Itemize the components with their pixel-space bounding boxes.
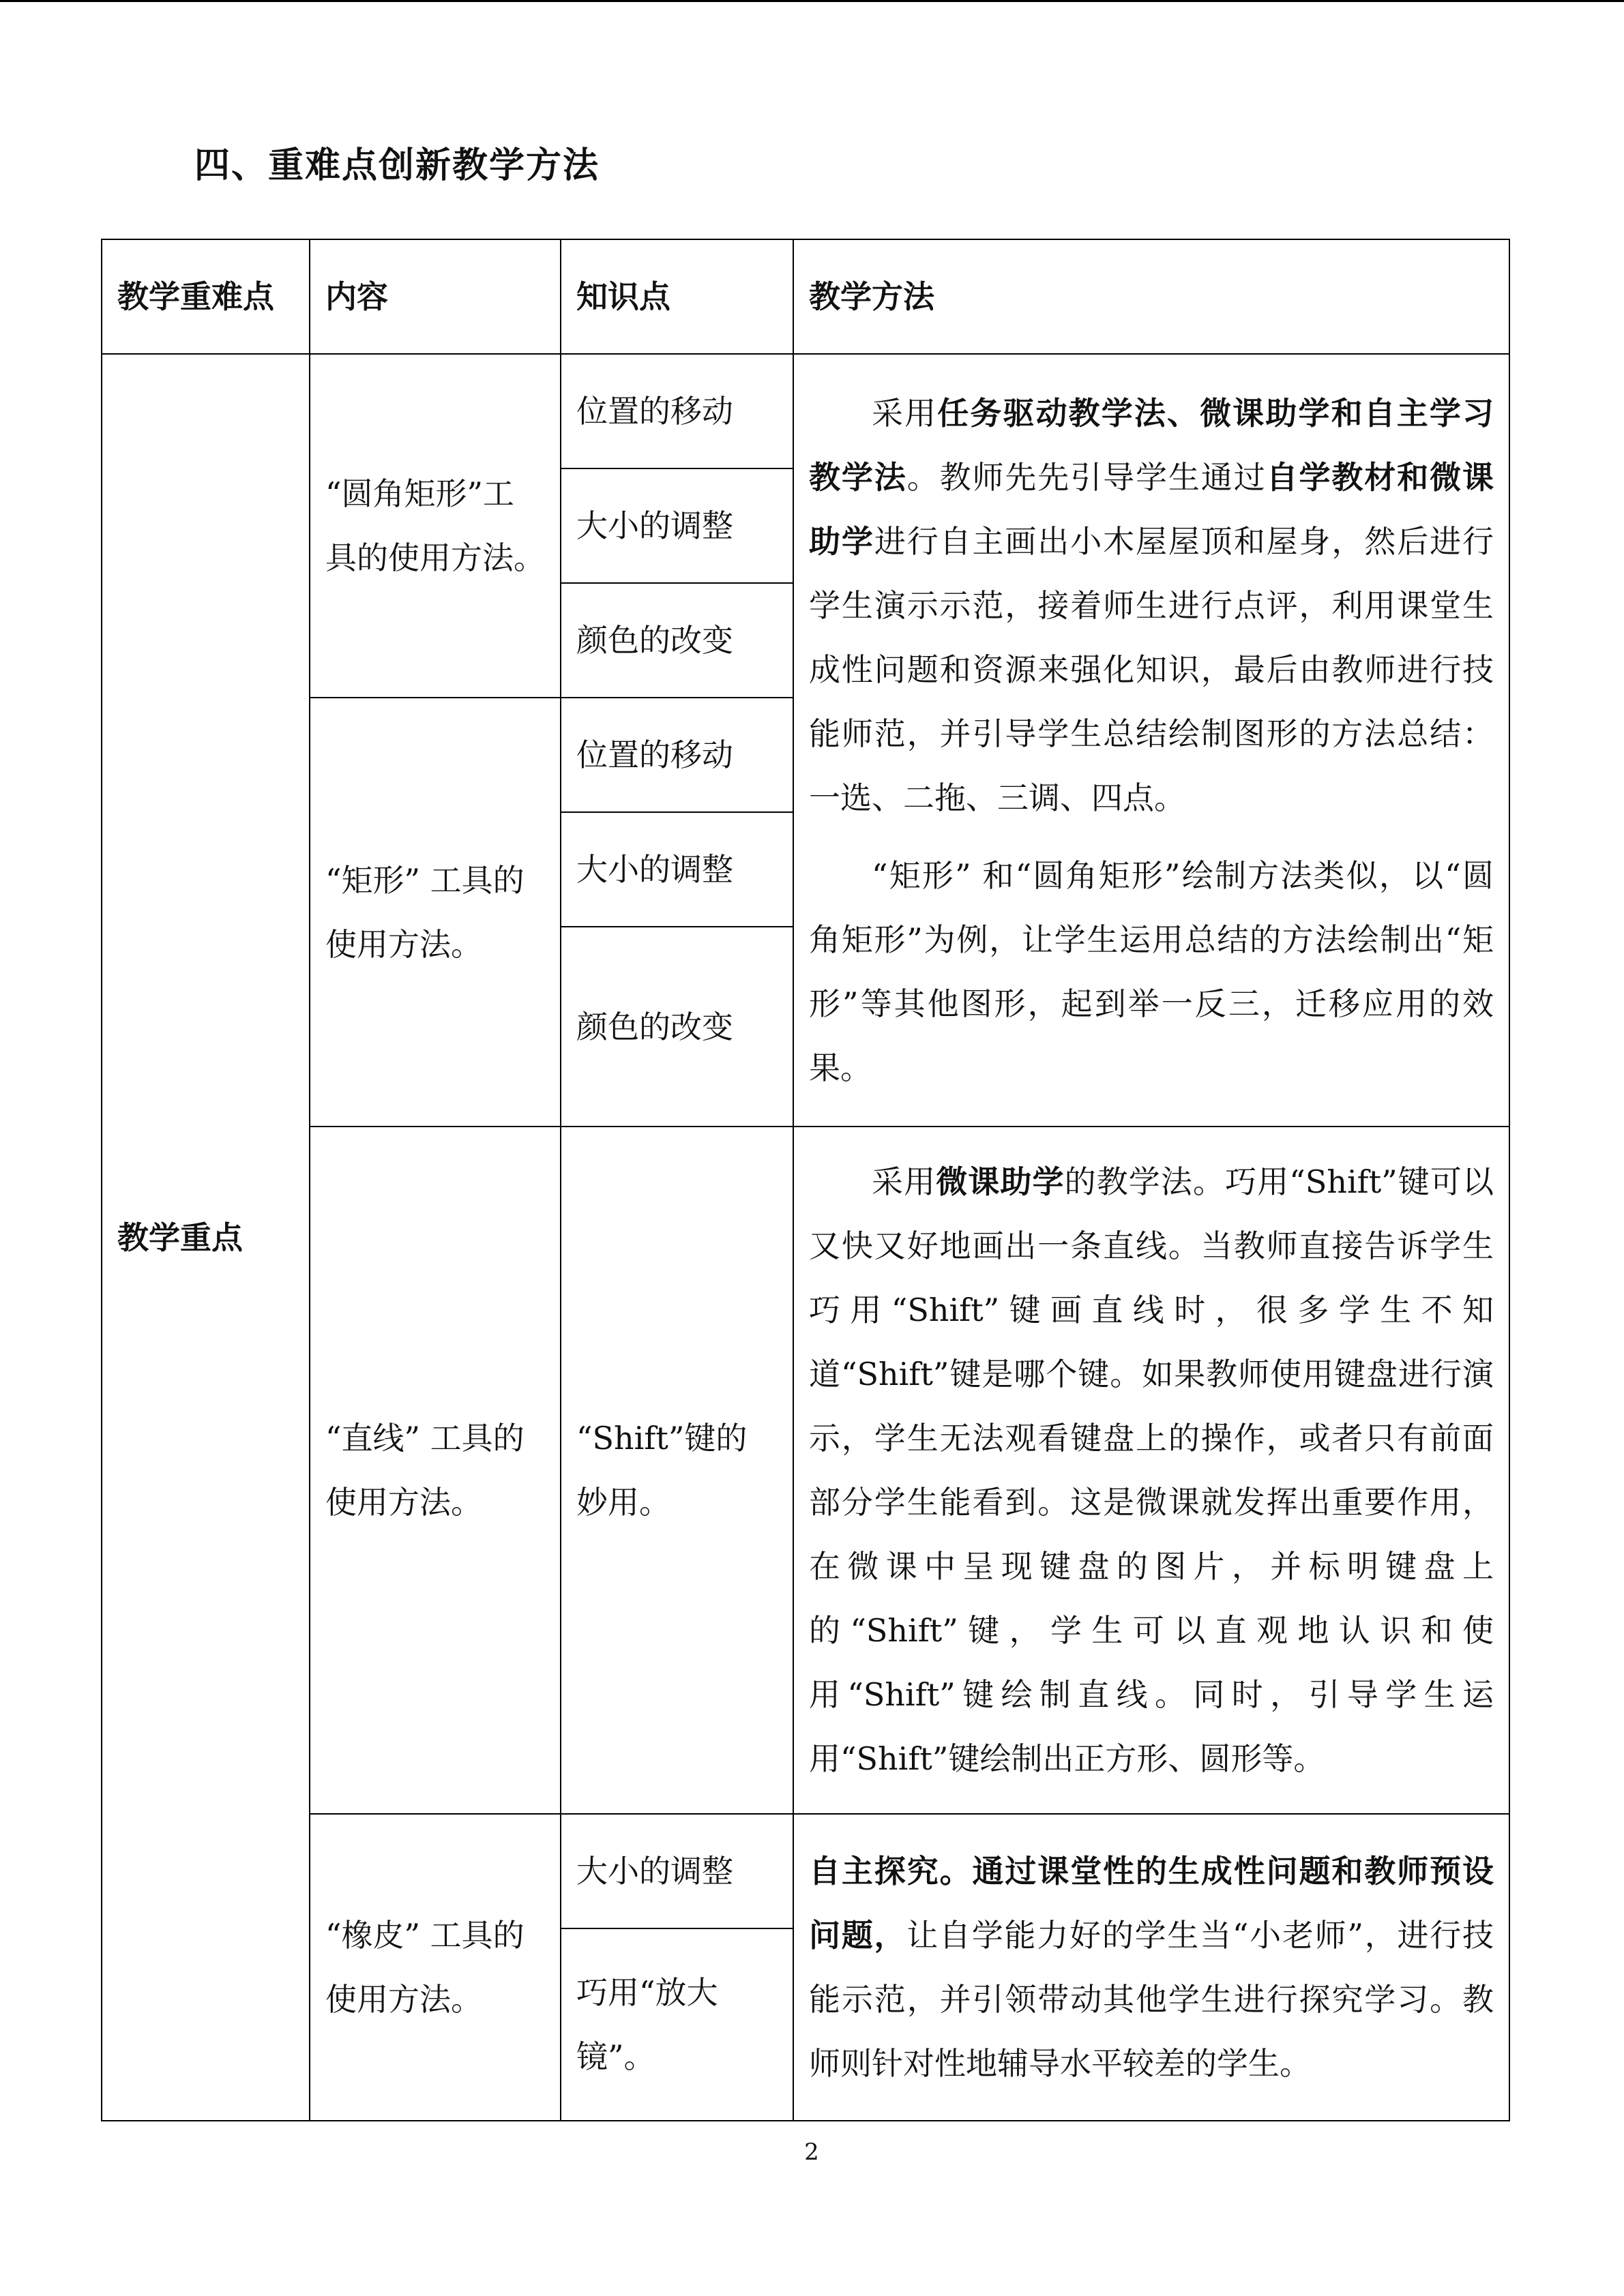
table-row	[102, 1814, 1509, 1928]
method-cell-line-tool: 采用微课助学的教学法。巧用“Shift”键可以又快又好地画出一条直线。当教师直接告诉学生巧用“Shift”键画直线时，很多学生不知道“Shift”键是哪个键。如果教师使用键盘进行演示，学生无法观看键盘上的操作，或者只有前面部分学生能看到。这是微课就发挥出重要作用，在微课中呈现键盘的图片，并标明键盘上的“Shift”键，学生可以直观地认识和使用“Shift”键绘制直线。同时，引导学生运用“Shift”键绘制出正方形、圆形等。	[793, 1127, 1509, 1814]
knowledge-size-adjust-2: 大小的调整	[561, 812, 793, 927]
header-content: 内容	[310, 239, 561, 354]
top-border-line	[0, 0, 1624, 2]
knowledge-color-change-2: 颜色的改变	[561, 927, 793, 1127]
knowledge-magnifier: 巧用“放大镜”。	[561, 1928, 793, 2121]
content-eraser: “橡皮” 工具的使用方法。	[310, 1814, 561, 2121]
knowledge-position-move-2: 位置的移动	[561, 698, 793, 812]
table-row	[102, 1127, 1509, 1814]
content-rounded-rect: “圆角矩形”工具的使用方法。	[310, 354, 561, 698]
knowledge-size-adjust-3: 大小的调整	[561, 1814, 793, 1928]
content-rect: “矩形” 工具的使用方法。	[310, 698, 561, 1127]
knowledge-color-change: 颜色的改变	[561, 583, 793, 698]
page-number: 2	[804, 2138, 819, 2166]
knowledge-position-move: 位置的移动	[561, 354, 793, 468]
table-row	[102, 354, 1509, 468]
method-cell-eraser-tool: 自主探究。通过课堂性的生成性问题和教师预设问题，让自学能力好的学生当“小老师”，进行技能示范，并引领带动其他学生进行探究学习。教师则针对性地辅导水平较差的学生。	[793, 1814, 1509, 2121]
header-knowledge: 知识点	[561, 239, 793, 354]
method-cell-rect-tools: 采用任务驱动教学法、微课助学和自主学习教学法。教师先先引导学生通过自学教材和微课助学进行自主画出小木屋屋顶和屋身，然后进行学生演示示范，接着师生进行点评，利用课堂生成性问题和资源来强化知识，最后由教师进行技能师范，并引导学生总结绘制图形的方法总结：一选、二拖、三调、四点。 “矩形” 和“圆角矩形”绘制方法类似，以“圆角矩形”为例，让学生运用总结的方法绘制出“矩形”等其他图形，起到举一反三，迁移应用的效果。	[793, 354, 1509, 1127]
header-key-points: 教学重难点	[102, 239, 310, 354]
knowledge-shift-key: “Shift”键的妙用。	[561, 1127, 793, 1814]
teaching-methods-table	[101, 239, 1510, 2121]
section-title: 四、重难点创新教学方法	[194, 145, 600, 186]
knowledge-size-adjust: 大小的调整	[561, 468, 793, 583]
content-line: “直线” 工具的使用方法。	[310, 1127, 561, 1814]
header-method: 教学方法	[793, 239, 1509, 354]
header-row	[102, 239, 1509, 354]
category-cell: 教学重点	[102, 354, 310, 2121]
